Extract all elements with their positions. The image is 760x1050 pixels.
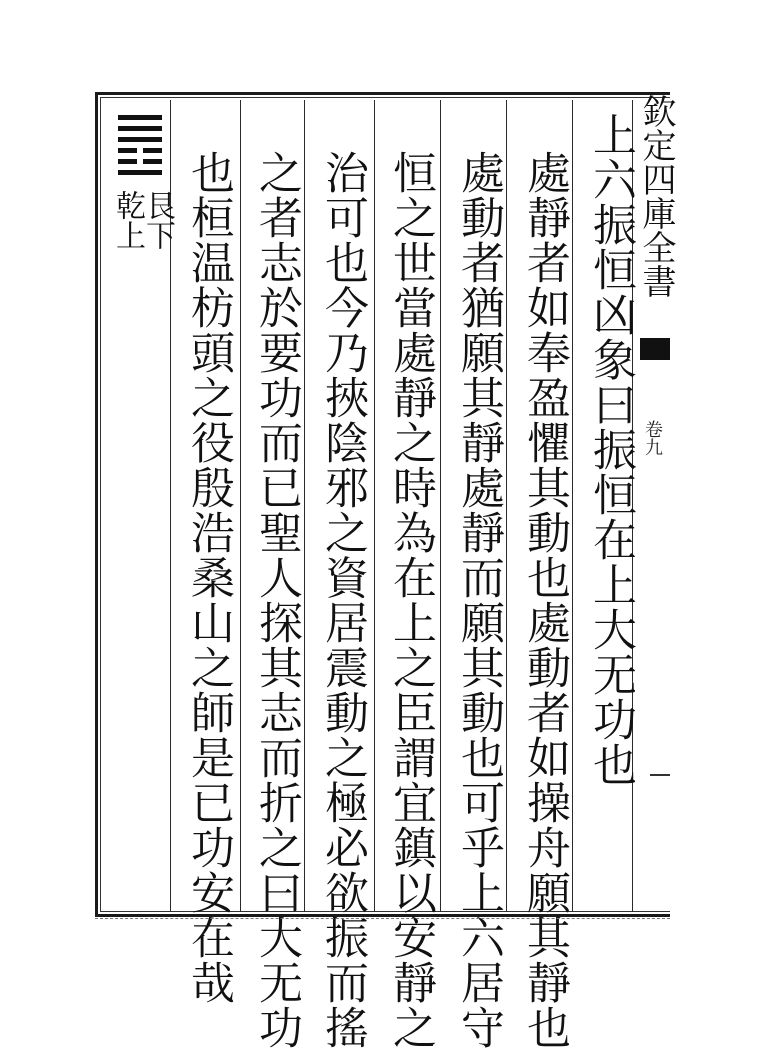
text-column-7: 也桓温枋頭之役殷浩桑山之師是已功安在哉: [183, 150, 234, 1005]
hexagram-lower-label: 艮下: [140, 190, 175, 250]
text-column-4: 恒之世當處靜之時為在上之臣謂宜鎮以安靜之: [385, 150, 436, 1050]
fish-tail-mark: [640, 338, 670, 360]
bottom-edge-speckle: [95, 918, 670, 925]
text-column-5: 治可也今乃挾陰邪之資居震動之極必欲振而搖: [317, 150, 368, 1050]
hexagram-icon: [118, 115, 168, 181]
hexagram-upper-label: 乾上: [110, 190, 145, 250]
text-column-2: 處靜者如奉盈懼其動也處動者如操舟願其靜也: [519, 150, 570, 1050]
text-column-1: 上六振恒凶象曰振恒在上大无功也: [585, 112, 636, 787]
column-rule: [374, 100, 375, 912]
column-rule: [240, 100, 241, 912]
text-column-3: 處動者猶願其靜處靜而願其動也可乎上六居守: [453, 150, 504, 1050]
text-column-6: 之者志於要功而已聖人探其志而折之曰大无功: [251, 150, 302, 1050]
column-rule: [440, 100, 441, 912]
margin-rule: [650, 774, 670, 776]
margin-juan: 卷九: [642, 420, 663, 456]
margin-title: 欽定四庫全書: [636, 94, 676, 298]
